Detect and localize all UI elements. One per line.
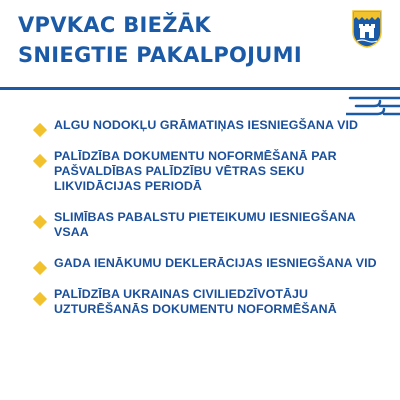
diamond-bullet-icon [33,292,47,306]
service-label: PALĪDZĪBA DOKUMENTU NOFORMĒŠANĀ PAR PAŠVALDĪBAS PALĪDZĪBU VĒTRAS SEKU LIKVIDĀCIJAS PERIODĀ [54,149,337,193]
header-divider [0,87,400,90]
diamond-bullet-icon [33,215,47,229]
service-item-1 [34,118,384,133]
title-line-1: VPVKAC BIEŽĀK [18,13,211,37]
services-list [34,118,384,333]
service-item-5 [34,287,384,317]
service-label: GADA IENĀKUMU DEKLERĀCIJAS IESNIEGŠANA VID [54,256,377,270]
service-label: ALGU NODOKĻU GRĀMATIŅAS IESNIEGŠANA VID [54,118,359,132]
service-label: SLIMĪBAS PABALSTU PIETEIKUMU IESNIEGŠANA VSAA [54,210,356,239]
diamond-bullet-icon [33,261,47,275]
service-item-2 [34,149,384,194]
municipal-coat-of-arms-icon [352,10,382,48]
service-item-4 [34,256,384,271]
diamond-bullet-icon [33,154,47,168]
page-title [18,10,302,70]
diamond-bullet-icon [33,123,47,137]
service-label: PALĪDZĪBA UKRAINAS CIVILIEDZĪVOTĀJU UZTURĒŠANĀS DOKUMENTU NOFORMĒŠANĀ [54,287,337,316]
service-item-3 [34,210,384,240]
wave-lines-icon [346,93,400,119]
title-line-2: SNIEGTIE PAKALPOJUMI [18,43,302,67]
